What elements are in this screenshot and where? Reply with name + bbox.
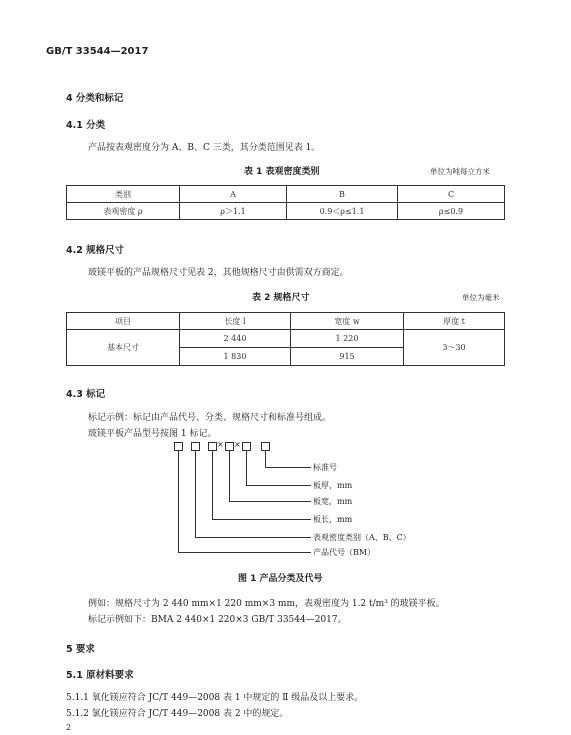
- table-1-header-cell: C: [398, 186, 505, 203]
- section-4-title: 4 分类和标记: [66, 93, 124, 104]
- table-1-header-cell: 类别: [67, 186, 180, 203]
- table-1-cell: ρ≤0.9: [398, 203, 505, 220]
- figure-1-caption: 图 1 产品分类及代号: [238, 574, 323, 584]
- requirement-item: 5.1.2 氯化镁应符合 JC/T 449—2008 表 2 中的规定。: [66, 709, 289, 719]
- table-1-cell: 表观密度 ρ: [67, 203, 180, 220]
- figure-separator: ×: [217, 440, 224, 449]
- table-1-header-cell: A: [180, 186, 287, 203]
- figure-label: 表观密度类别（A、B、C）: [313, 533, 411, 542]
- table-1: [66, 185, 505, 220]
- section-4-1-text: 产品按表观密度分为 A、B、C 三类，其分类范围见表 1。: [88, 143, 321, 153]
- figure-label: 板厚，mm: [313, 481, 353, 490]
- section-4-1-title: 4.1 分类: [66, 120, 106, 131]
- section-5-title: 5 要求: [66, 644, 95, 655]
- figure-label: 标准号: [313, 463, 337, 472]
- leader-line: [195, 451, 196, 537]
- table-1-caption: 表 1 表观密度类别: [244, 167, 320, 177]
- table-2-header-cell: 厚度 t: [404, 313, 505, 330]
- leader-line: [229, 501, 311, 502]
- table-2-unit: 单位为毫米: [462, 293, 500, 302]
- figure-box: [225, 442, 234, 451]
- example-text-2: 标记示例如下：BMA 2 440×1 220×3 GB/T 33544—2017。: [88, 615, 347, 625]
- section-4-3-text-2: 玻镁平板产品型号按图 1 标记。: [88, 429, 217, 439]
- figure-box: [261, 442, 270, 451]
- table-2-cell: 915: [291, 348, 404, 366]
- leader-line: [246, 485, 311, 486]
- table-2-caption: 表 2 规格尺寸: [252, 293, 310, 303]
- table-2-cell: 2 440: [180, 330, 291, 348]
- table-2-row-label: 基本尺寸: [67, 330, 180, 366]
- figure-label: 产品代号（BM）: [313, 548, 376, 557]
- section-4-3-text-1: 标记示例：标记由产品代号、分类、规格尺寸和标准号组成。: [88, 413, 332, 423]
- figure-separator: ×: [234, 440, 241, 449]
- table-1-cell: ρ＞1.1: [180, 203, 287, 220]
- section-4-2-text: 玻镁平板的产品规格尺寸见表 2，其他规格尺寸由供需双方商定。: [88, 268, 349, 278]
- figure-label: 板长，mm: [313, 515, 353, 524]
- figure-box: [174, 442, 183, 451]
- leader-line: [178, 552, 311, 553]
- table-1-cell: 0.9＜ρ≤1.1: [287, 203, 398, 220]
- table-2-cell: 1 220: [291, 330, 404, 348]
- page-number: 2: [66, 723, 72, 732]
- figure-box: [242, 442, 251, 451]
- leader-line: [195, 537, 311, 538]
- example-text-1: 例如：规格尺寸为 2 440 mm×1 220 mm×3 mm，表观密度为 1.2 t/m³ 的玻镁平板。: [88, 599, 445, 609]
- leader-line: [265, 467, 311, 468]
- table-2-header-cell: 宽度 w: [291, 313, 404, 330]
- leader-line: [212, 451, 213, 519]
- section-5-1-title: 5.1 原材料要求: [66, 670, 134, 681]
- standard-id: GB/T 33544—2017: [46, 46, 149, 57]
- leader-line: [178, 451, 179, 552]
- leader-line: [246, 451, 247, 485]
- section-4-3-title: 4.3 标记: [66, 389, 106, 400]
- table-2-cell: 1 830: [180, 348, 291, 366]
- figure-box: [191, 442, 200, 451]
- table-2: [66, 312, 505, 366]
- table-1-header-cell: B: [287, 186, 398, 203]
- table-2-header-cell: 项目: [67, 313, 180, 330]
- leader-line: [212, 519, 311, 520]
- leader-line: [229, 451, 230, 501]
- figure-label: 板宽，mm: [313, 497, 353, 506]
- section-4-2-title: 4.2 规格尺寸: [66, 245, 125, 256]
- table-2-cell: 3～30: [404, 330, 505, 366]
- requirement-item: 5.1.1 氧化镁应符合 JC/T 449—2008 表 1 中规定的 Ⅱ 级品及以上要求。: [66, 693, 364, 703]
- table-1-unit: 单位为吨每立方米: [430, 167, 490, 176]
- figure-box: [208, 442, 217, 451]
- leader-line: [265, 451, 266, 467]
- table-2-header-cell: 长度 l: [180, 313, 291, 330]
